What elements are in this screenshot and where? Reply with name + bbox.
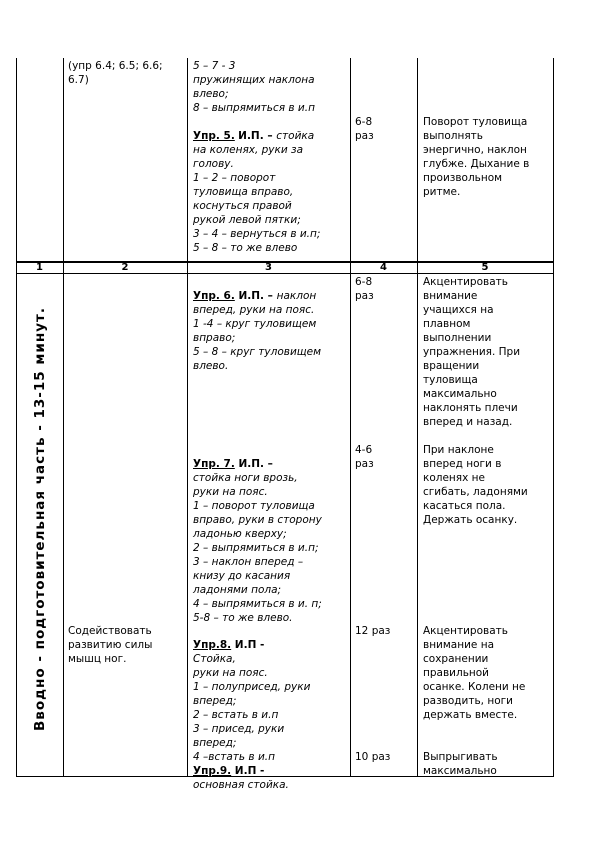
column-header-2: 2 xyxy=(121,262,129,273)
exercise-5-label: Упр. 5. xyxy=(193,130,235,142)
exercise-8-text: Стойка, руки на пояс. 1 – полуприсед, руки вперед; 2 – встать в и.п 3 – присед, руки вперед; 4 –встать в и.п xyxy=(193,653,311,763)
table-border-right xyxy=(553,58,554,777)
top-col2-text: (упр 6.4; 6.5; 6.6; 6.7) xyxy=(68,60,163,86)
column-header-1: 1 xyxy=(36,262,43,273)
section-label-cell xyxy=(16,262,64,776)
exercise-6-ip: И.П. – xyxy=(234,290,277,302)
top-col3-text: 5 – 7 - 3 пружинящих наклона влево; 8 – выпрямиться в и.п xyxy=(193,60,315,114)
exercise-5-notes: Поворот туловища выполнять энергично, наклон глубже. Дыхание в произвольном ритме. xyxy=(423,116,530,198)
exercise-9-text: основная стойка. xyxy=(193,779,289,791)
exercise-5-cell xyxy=(193,115,348,255)
table-header-bottom xyxy=(16,273,554,274)
exercise-7-text: стойка ноги врозь, руки на пояс. 1 – поворот туловища вправо, руки в сторону ладонью кверху; 2 – выпрямиться в и.п; 3 – наклон вперед – книзу до касания ладонями пола; 4 – выпрямиться в и. п; 5-8 – то же влево. xyxy=(193,472,322,624)
exercise-6-cell xyxy=(193,275,348,373)
section-label: Вводно - подготовительная часть - 13-15 минут. xyxy=(32,307,48,731)
exercise-5-text: стойка на коленях, руки за голову. 1 – 2 – поворот туловища вправо, коснуться правой рукой левой пятки; 3 – 4 – вернуться в и.п; 5 – 8 – то же влево xyxy=(193,130,321,254)
exercise-8-cell xyxy=(193,624,348,764)
table-divider-col2 xyxy=(187,58,188,777)
column-header-5: 5 xyxy=(481,262,489,273)
exercise-8-notes: Акцентировать внимание на сохранении правильной осанке. Колени не разводить, ноги держать вместе. xyxy=(423,625,526,721)
column-header-4: 4 xyxy=(380,262,387,273)
exercise-7-notes: При наклоне вперед ноги в коленях не сгибать, ладонями касаться пола. Держать осанку. xyxy=(423,444,528,526)
exercise-5-reps: 6-8 раз xyxy=(355,116,374,142)
exercise-8-label: Упр.8. xyxy=(193,639,232,651)
exercise-9-ip: И.П - xyxy=(231,765,265,777)
exercise-8-ip: И.П - xyxy=(231,639,265,651)
exercise-5-ip: И.П. – xyxy=(238,130,277,142)
exercise-8-reps: 12 раз xyxy=(355,625,391,637)
table-divider-col3 xyxy=(350,58,351,777)
exercise-9-reps: 10 раз xyxy=(355,751,391,763)
exercise-8-goal: Содействовать развитию силы мышц ног. xyxy=(68,625,153,665)
exercise-7-reps: 4-6 раз xyxy=(355,444,374,470)
exercise-7-cell xyxy=(193,443,348,625)
exercise-7-label: Упр. 7. xyxy=(193,458,235,470)
exercise-6-reps: 6-8 раз xyxy=(355,276,374,302)
exercise-6-label: Упр. 6. xyxy=(193,290,235,302)
table-divider-col4 xyxy=(417,58,418,777)
exercise-6-notes: Акцентировать внимание учащихся на плавном выполнении упражнения. При вращении туловища максимально наклонять плечи вперед и назад. xyxy=(423,276,521,428)
column-header-3: 3 xyxy=(265,262,272,273)
exercise-9-notes: Выпрыгивать максимально xyxy=(423,751,498,777)
exercise-9-label: Упр.9. xyxy=(193,765,232,777)
exercise-9-cell xyxy=(193,750,348,792)
exercise-7-ip: И.П. – xyxy=(234,458,273,470)
exercise-6-text: наклон вперед, руки на пояс. 1 -4 – круг туловищем вправо; 5 – 8 – круг туловищем влево. xyxy=(193,290,322,372)
